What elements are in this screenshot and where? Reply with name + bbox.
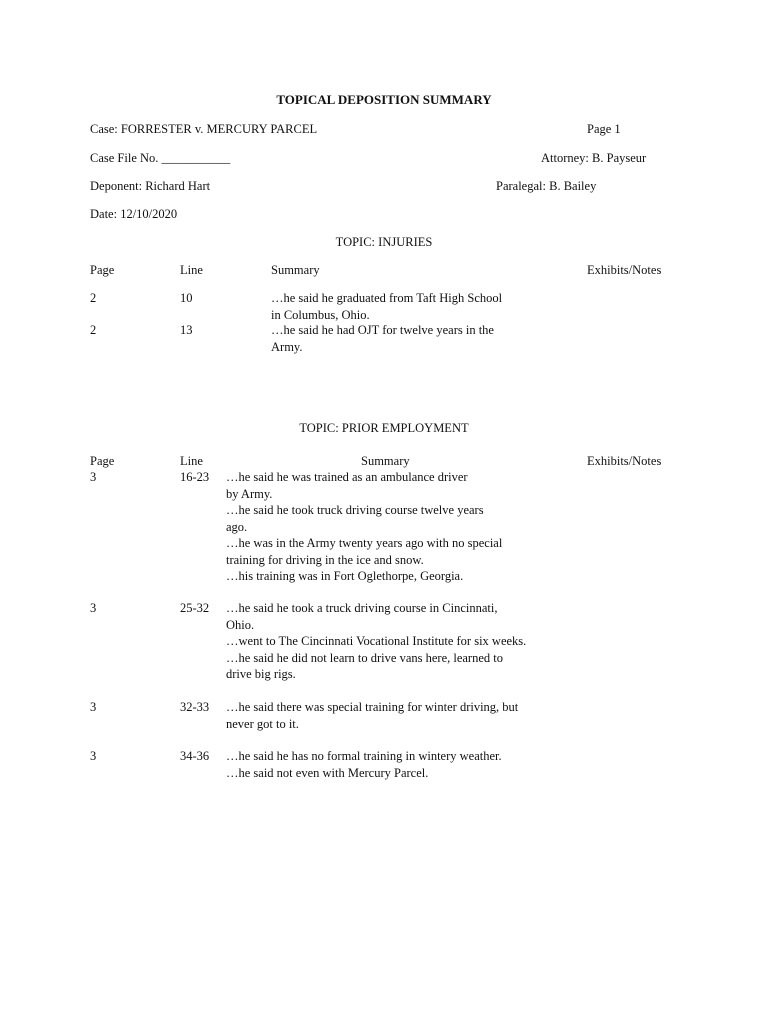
row-summary: [271, 290, 502, 323]
row-summary: [226, 469, 502, 585]
row-page: 2: [90, 323, 97, 337]
summary-line: …he said he has no formal training in wintery weather.: [226, 749, 502, 763]
summary-line: …he said he did not learn to drive vans here, learned to: [226, 650, 503, 665]
page-number: Page 1: [587, 122, 621, 136]
summary-line: …he was in the Army twenty years ago with no special: [226, 536, 503, 550]
deponent: Deponent: Richard Hart: [90, 179, 211, 193]
summary-line: …went to The Cincinnati Vocational Institute for six weeks.: [226, 634, 527, 648]
row-line: 10: [180, 291, 193, 305]
topic-injuries-title: TOPIC: INJURIES: [335, 235, 433, 249]
summary-line: Army.: [271, 339, 303, 354]
summary-line: …he said he took truck driving course twelve years: [226, 503, 484, 517]
topic-prior-employment-title: TOPIC: PRIOR EMPLOYMENT: [299, 421, 469, 435]
row-summary: [226, 699, 518, 732]
summary-line: …he said he was trained as an ambulance driver: [226, 470, 468, 484]
summary-line: …his training was in Fort Oglethorpe, Georgia.: [226, 569, 464, 583]
column-header-page: Page: [90, 263, 115, 277]
paralegal: Paralegal: B. Bailey: [496, 179, 597, 193]
deposition-date: Date: 12/10/2020: [90, 207, 178, 221]
row-page: 3: [90, 601, 97, 615]
summary-line: ago.: [226, 519, 248, 534]
summary-line: Ohio.: [226, 617, 255, 632]
summary-line: …he said he had OJT for twelve years in the: [271, 323, 494, 337]
attorney: Attorney: B. Payseur: [541, 151, 647, 165]
row-summary: [226, 748, 502, 781]
column-header-notes: Exhibits/Notes: [587, 454, 662, 468]
row-page: 3: [90, 470, 97, 484]
summary-line: …he said there was special training for winter driving, but: [226, 700, 519, 714]
column-header-line: Line: [180, 263, 203, 277]
row-line: 16-23: [180, 470, 210, 484]
summary-line: …he said he took a truck driving course in Cincinnati,: [226, 601, 498, 615]
document-title: TOPICAL DEPOSITION SUMMARY: [276, 92, 492, 107]
case-file-number: Case File No. ___________: [90, 151, 231, 165]
column-header-page: Page: [90, 454, 115, 468]
summary-line: by Army.: [226, 486, 273, 501]
case-name: Case: FORRESTER v. MERCURY PARCEL: [90, 122, 318, 136]
row-summary: [271, 322, 494, 355]
row-summary: [226, 600, 526, 683]
column-header-notes: Exhibits/Notes: [587, 263, 662, 277]
row-line: 25-32: [180, 601, 210, 615]
summary-line: …he said he graduated from Taft High School: [271, 291, 503, 305]
column-header-summary: Summary: [361, 454, 410, 468]
row-page: 2: [90, 291, 97, 305]
summary-line: training for driving in the ice and snow.: [226, 552, 424, 567]
row-page: 3: [90, 700, 97, 714]
summary-line: never got to it.: [226, 716, 299, 731]
column-header-line: Line: [180, 454, 203, 468]
summary-line: …he said not even with Mercury Parcel.: [226, 765, 429, 780]
row-line: 34-36: [180, 749, 210, 763]
row-page: 3: [90, 749, 97, 763]
column-header-summary: Summary: [271, 263, 320, 277]
summary-line: drive big rigs.: [226, 667, 296, 681]
row-line: 13: [180, 323, 193, 337]
summary-line: in Columbus, Ohio.: [271, 307, 370, 322]
row-line: 32-33: [180, 700, 210, 714]
